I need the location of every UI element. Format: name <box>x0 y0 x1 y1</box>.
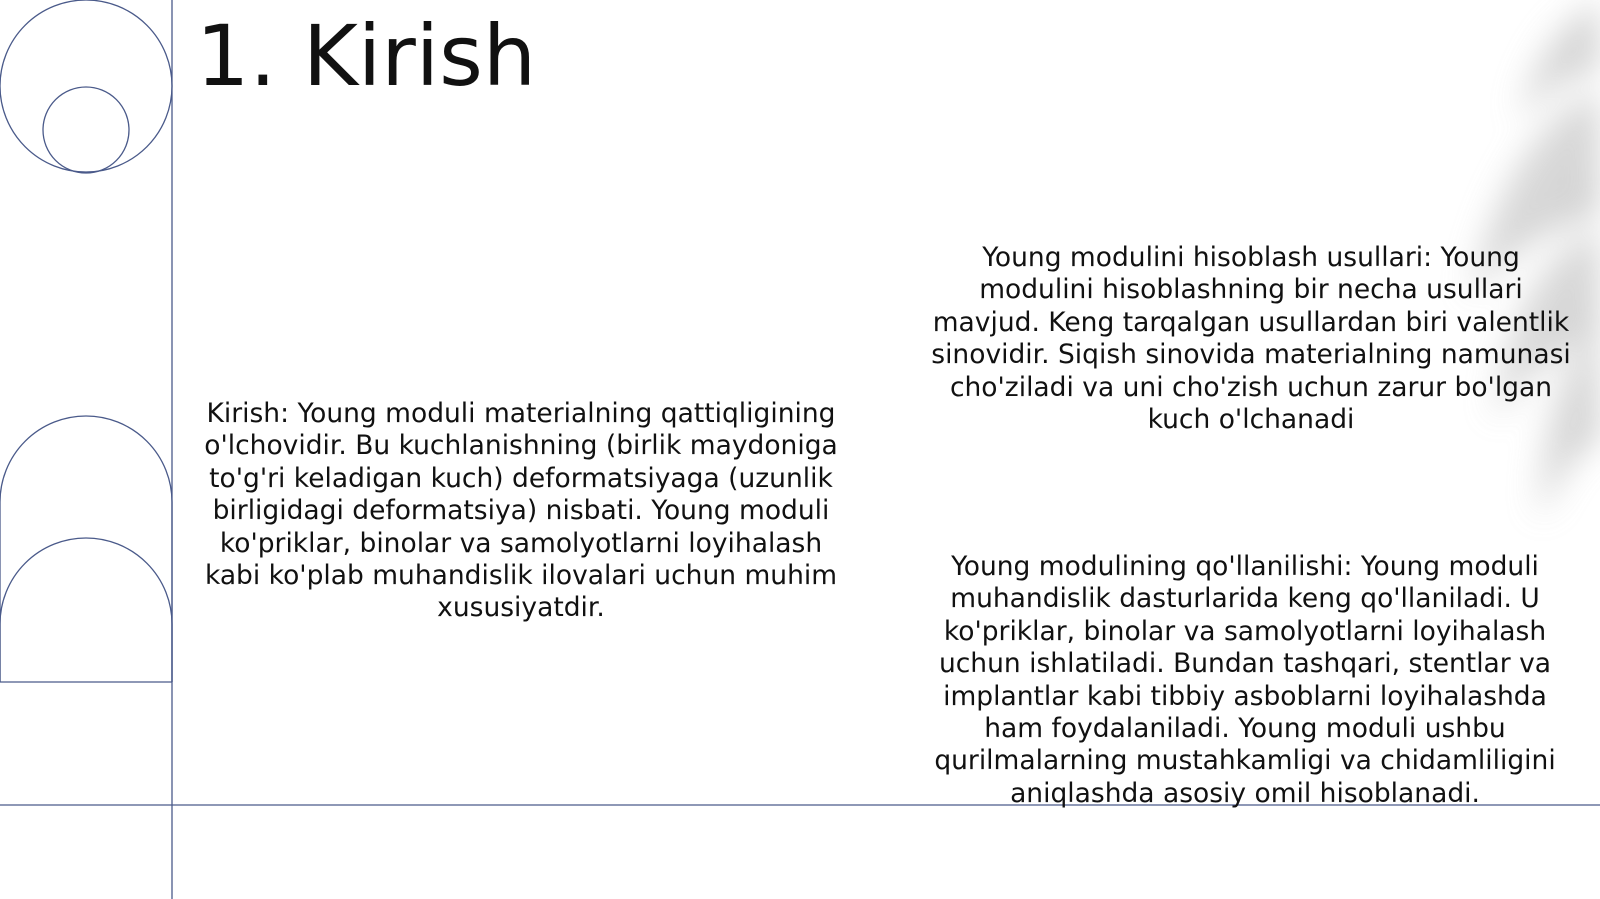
upper-arch-outline <box>0 416 172 682</box>
methods-paragraph: Young modulini hisoblash usullari: Young modulini hisoblashning bir necha usullari mavjud. Keng tarqalgan usullardan biri valentlik sinovidir. Siqish sinovida materialning namunasi cho'ziladi va uni cho'zish uchun zarur bo'lgan kuch o'lchanadi <box>931 242 1571 436</box>
intro-paragraph: Kirish: Young moduli materialning qattiqligining o'lchovidir. Bu kuchlanishning (birlik maydoniga to'g'ri keladigan kuch) deformatsiyaga (uzunlik birligidagi deformatsiya) nisbati. Young moduli ko'priklar, binolar va samolyotlarni loyihalash kabi ko'plab muhandislik ilovalari uchun muhim xususiyatdir. <box>204 398 838 624</box>
applications-paragraph: Young modulining qo'llanilishi: Young moduli muhandislik dasturlarida keng qo'llaniladi. U ko'priklar, binolar va samolyotlarni loyihalash uchun ishlatiladi. Bundan tashqari, stentlar va implantlar kabi tibbiy asboblarni loyihalashda ham foydalaniladi. Young moduli ushbu qurilmalarning mustahkamligi va chidamliligini aniqlashda asosiy omil hisoblanadi. <box>934 551 1556 809</box>
small-circle-outline <box>43 87 129 173</box>
lower-arch-outline <box>0 538 172 682</box>
large-circle-outline <box>0 0 172 172</box>
slide-title: 1. Kirish <box>196 7 537 105</box>
